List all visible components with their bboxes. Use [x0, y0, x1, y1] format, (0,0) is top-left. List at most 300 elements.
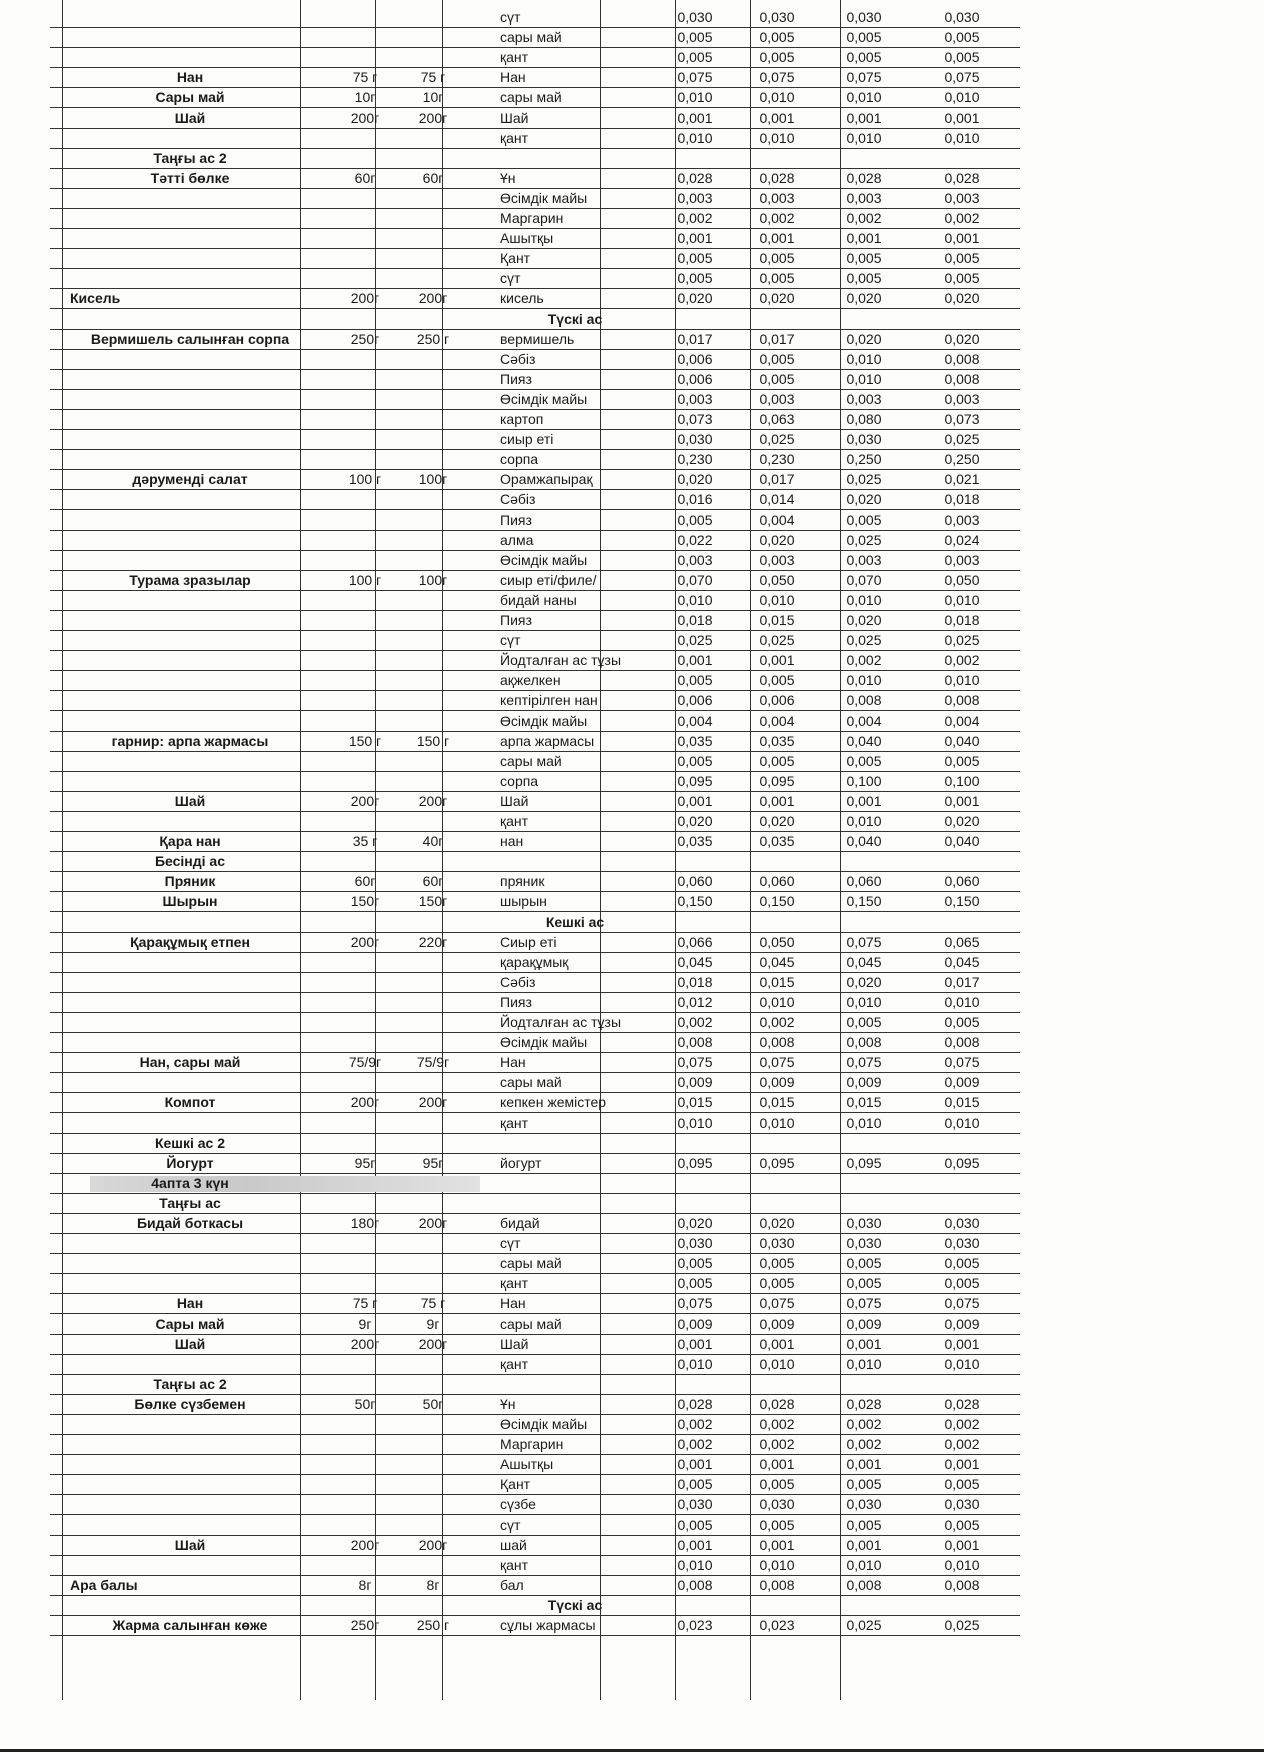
- quantity-cell: 0,005: [759, 672, 795, 689]
- portion-large: [400, 1073, 466, 1092]
- portion-large: [400, 953, 466, 972]
- dish-name: Жарма салынған көже: [112, 1617, 268, 1633]
- table-row: [50, 1013, 1020, 1033]
- dish-name: [50, 591, 330, 610]
- quantity-cell: 0,001: [846, 792, 882, 809]
- dish-name: Шай: [174, 792, 206, 809]
- table-row: [50, 1455, 1020, 1475]
- table-row: [50, 88, 1020, 108]
- dish-name: Вермишель салынған сорпа: [90, 330, 290, 347]
- table-row: [50, 1495, 1020, 1515]
- quantity-cell: 0,075: [677, 69, 713, 86]
- ingredient-name: Сиыр еті: [500, 933, 557, 950]
- quantity-cell: [737, 1375, 817, 1394]
- dish-name: Пряник: [164, 873, 216, 890]
- portion-small: 200г: [350, 1536, 380, 1553]
- portion-large: 200г: [418, 1094, 448, 1111]
- quantity-cell: 0,017: [677, 330, 713, 347]
- quantity-cell: 0,001: [944, 1536, 980, 1553]
- quantity-cell: 0,250: [846, 451, 882, 468]
- portion-small: 60г: [354, 873, 376, 890]
- ingredient-name: сүт: [500, 270, 521, 287]
- quantity-cell: 0,004: [759, 712, 795, 729]
- portion-large: 50г: [422, 1395, 444, 1412]
- quantity-cell: 0,005: [846, 29, 882, 46]
- dish-name: Қарақұмық етпен: [130, 933, 250, 950]
- portion-large: [400, 1415, 466, 1434]
- dish-name: [50, 1455, 330, 1474]
- portion-large: 200г: [418, 1536, 448, 1553]
- table-row: [50, 269, 1020, 289]
- table-row: [50, 1375, 1020, 1395]
- quantity-cell: [912, 1375, 1012, 1394]
- dish-name: Бидай боткасы: [136, 1215, 244, 1231]
- quantity-cell: 0,065: [944, 933, 980, 950]
- portion-large: 200г: [418, 1215, 448, 1231]
- quantity-cell: 0,001: [677, 230, 713, 247]
- quantity-cell: 0,001: [759, 1456, 795, 1473]
- menu-table: [50, 0, 1020, 1700]
- ingredient-name: алма: [500, 531, 534, 548]
- portion-small: [332, 1475, 398, 1494]
- portion-large: 200г: [418, 1335, 448, 1352]
- table-row: [50, 1234, 1020, 1254]
- table-row: [50, 229, 1020, 249]
- ingredient-name: Пияз: [500, 612, 532, 628]
- portion-small: [332, 1194, 398, 1213]
- quantity-cell: 0,001: [846, 1335, 882, 1352]
- portion-small: 95г: [354, 1154, 376, 1171]
- dish-name: Шай: [174, 1536, 206, 1553]
- ingredient-name: Сәбіз: [500, 491, 536, 508]
- quantity-cell: 0,002: [677, 210, 713, 226]
- portion-large: [400, 490, 466, 509]
- quantity-cell: 0,030: [944, 1496, 980, 1513]
- quantity-cell: 0,009: [846, 1315, 882, 1332]
- quantity-cell: 0,023: [677, 1617, 713, 1633]
- table-row: [50, 1214, 1020, 1234]
- quantity-cell: 0,001: [677, 1536, 713, 1553]
- quantity-cell: 0,002: [846, 652, 882, 669]
- table-row: [50, 350, 1020, 370]
- quantity-cell: 0,005: [759, 370, 795, 387]
- table-row: [50, 8, 1020, 28]
- dish-name: [50, 812, 330, 831]
- portion-small: 250г: [350, 1617, 380, 1633]
- quantity-cell: 0,070: [677, 571, 713, 588]
- table-row: [50, 1274, 1020, 1294]
- portion-small: [332, 531, 398, 550]
- portion-large: 100г: [418, 571, 448, 588]
- ingredient-name: Йодталған ас тұзы: [500, 652, 622, 669]
- quantity-cell: 0,001: [677, 1456, 713, 1473]
- quantity-cell: 0,005: [677, 752, 713, 769]
- ingredient-name: [498, 1174, 650, 1193]
- portion-small: [332, 249, 398, 268]
- quantity-cell: 0,010: [759, 1114, 795, 1131]
- ingredient-name: [498, 852, 650, 871]
- quantity-cell: 0,045: [846, 953, 882, 970]
- quantity-cell: 0,035: [759, 833, 795, 850]
- dish-name: Таңғы ас: [159, 1194, 221, 1211]
- quantity-cell: 0,015: [759, 612, 795, 628]
- quantity-cell: 0,003: [846, 189, 882, 206]
- portion-small: 200г: [350, 1335, 380, 1352]
- table-row: [50, 1475, 1020, 1495]
- quantity-cell: 0,009: [759, 1074, 795, 1091]
- quantity-cell: 0,010: [677, 591, 713, 608]
- portion-small: [332, 1435, 398, 1454]
- quantity-cell: 0,063: [759, 411, 795, 427]
- portion-large: [400, 450, 466, 469]
- portion-large: 250 г: [416, 1617, 450, 1633]
- ingredient-name: Сәбіз: [500, 350, 536, 367]
- quantity-cell: 0,028: [677, 169, 713, 186]
- quantity-cell: 0,001: [759, 792, 795, 809]
- quantity-cell: 0,003: [677, 390, 713, 407]
- quantity-cell: 0,010: [759, 129, 795, 146]
- dish-name: [50, 390, 330, 409]
- quantity-cell: 0,002: [759, 210, 795, 226]
- dish-name: [50, 1013, 330, 1032]
- quantity-cell: 0,005: [846, 49, 882, 66]
- ingredient-name: Өсімдік майы: [500, 1416, 588, 1432]
- table-row: [50, 712, 1020, 732]
- quantity-cell: 0,006: [677, 370, 713, 387]
- portion-small: [332, 1415, 398, 1434]
- ingredient-name: арпа жармасы: [500, 732, 595, 749]
- portion-large: [400, 1455, 466, 1474]
- quantity-cell: 0,040: [846, 732, 882, 749]
- dish-name: Кисель: [70, 290, 121, 307]
- quantity-cell: 0,035: [677, 833, 713, 850]
- dish-name: Нан: [176, 1295, 204, 1312]
- table-row: [50, 933, 1020, 953]
- quantity-cell: 0,073: [944, 411, 980, 427]
- dish-name: Компот: [164, 1094, 216, 1111]
- quantity-cell: 0,001: [944, 1335, 980, 1352]
- dish-name: [50, 269, 330, 288]
- quantity-cell: 0,008: [944, 1576, 980, 1593]
- quantity-cell: 0,002: [677, 1436, 713, 1453]
- portion-small: 100 г: [348, 571, 382, 588]
- table-row: [50, 1315, 1020, 1335]
- quantity-cell: 0,075: [759, 69, 795, 86]
- table-row: [50, 1033, 1020, 1053]
- quantity-cell: 0,004: [677, 712, 713, 729]
- portion-small: [332, 189, 398, 208]
- quantity-cell: 0,010: [759, 993, 795, 1010]
- quantity-cell: 0,010: [677, 1114, 713, 1131]
- quantity-cell: 0,010: [944, 89, 980, 106]
- dish-name: [50, 1435, 330, 1454]
- quantity-cell: 0,025: [759, 632, 795, 649]
- portion-small: 250г: [350, 330, 380, 347]
- dish-name: [50, 490, 330, 509]
- ingredient-name: Нан: [500, 69, 526, 86]
- table-row: [50, 249, 1020, 269]
- quantity-cell: 0,003: [759, 390, 795, 407]
- dish-name: [50, 691, 330, 710]
- quantity-cell: 0,005: [944, 1476, 980, 1493]
- quantity-cell: 0,095: [677, 1154, 713, 1171]
- quantity-cell: 0,004: [846, 712, 882, 729]
- quantity-cell: 0,001: [846, 1536, 882, 1553]
- portion-small: [332, 752, 398, 771]
- quantity-cell: 0,010: [846, 370, 882, 387]
- quantity-cell: 0,005: [677, 250, 713, 267]
- quantity-cell: 0,010: [677, 1355, 713, 1372]
- quantity-cell: 0,005: [759, 49, 795, 66]
- ingredient-name: қант: [500, 1556, 529, 1573]
- quantity-cell: 0,035: [759, 732, 795, 749]
- ingredient-name: йогурт: [500, 1154, 542, 1171]
- quantity-cell: 0,020: [759, 290, 795, 307]
- quantity-cell: 0,075: [846, 69, 882, 86]
- quantity-cell: 0,005: [677, 1476, 713, 1493]
- quantity-cell: 0,001: [677, 792, 713, 809]
- dish-name: Турама зразылар: [129, 571, 251, 588]
- quantity-cell: 0,010: [944, 1556, 980, 1573]
- portion-small: [332, 1355, 398, 1374]
- quantity-cell: 0,005: [944, 270, 980, 287]
- table-row: [50, 1254, 1020, 1274]
- ingredient-name: нан: [500, 833, 524, 850]
- quantity-cell: [655, 1375, 735, 1394]
- portion-small: [332, 1234, 398, 1253]
- quantity-cell: 0,020: [846, 973, 882, 990]
- dish-name: [50, 772, 330, 791]
- quantity-cell: 0,010: [846, 993, 882, 1010]
- ingredient-name: Маргарин: [500, 1436, 564, 1453]
- ingredient-name: Қант: [500, 1476, 531, 1493]
- quantity-cell: 0,045: [759, 953, 795, 970]
- quantity-cell: 0,001: [677, 652, 713, 669]
- quantity-cell: 0,005: [944, 250, 980, 267]
- table-row: [50, 129, 1020, 149]
- table-row: [50, 511, 1020, 531]
- table-row: [50, 390, 1020, 410]
- quantity-cell: 0,230: [677, 451, 713, 468]
- quantity-cell: 0,050: [759, 571, 795, 588]
- ingredient-name: Шай: [500, 109, 529, 126]
- portion-large: [400, 651, 466, 670]
- quantity-cell: 0,010: [944, 993, 980, 1010]
- quantity-cell: 0,005: [846, 270, 882, 287]
- ingredient-name: сиыр еті/филе/: [500, 571, 597, 588]
- portion-small: [332, 390, 398, 409]
- dish-name: [50, 1254, 330, 1273]
- table-row: [50, 1516, 1020, 1536]
- portion-large: [400, 410, 466, 429]
- quantity-cell: 0,005: [759, 350, 795, 367]
- quantity-cell: [820, 1174, 908, 1193]
- portion-large: [400, 1435, 466, 1454]
- quantity-cell: 0,002: [944, 652, 980, 669]
- quantity-cell: 0,005: [759, 29, 795, 46]
- quantity-cell: 0,002: [846, 210, 882, 226]
- quantity-cell: 0,002: [677, 1014, 713, 1030]
- quantity-cell: 0,005: [944, 752, 980, 769]
- quantity-cell: 0,020: [759, 813, 795, 829]
- table-row: [50, 169, 1020, 189]
- table-row: [50, 892, 1020, 912]
- quantity-cell: 0,012: [677, 993, 713, 1010]
- portion-large: [400, 269, 466, 288]
- dish-name: Бөлке сүзбемен: [134, 1395, 246, 1412]
- ingredient-name: кепкен жемістер: [500, 1094, 607, 1111]
- portion-small: 200г: [350, 792, 380, 809]
- ingredient-name: картоп: [500, 411, 544, 427]
- portion-small: 10г: [354, 89, 376, 106]
- quantity-cell: 0,001: [677, 1335, 713, 1352]
- quantity-cell: 0,002: [846, 1416, 882, 1432]
- portion-large: [400, 712, 466, 731]
- dish-name: гарнир: арпа жармасы: [111, 732, 269, 749]
- table-row: [50, 68, 1020, 88]
- quantity-cell: [655, 149, 735, 168]
- portion-large: 95г: [422, 1154, 444, 1171]
- quantity-cell: 0,005: [677, 270, 713, 287]
- dish-name: Кешкі ас 2: [154, 1134, 226, 1151]
- dish-name: [50, 350, 330, 369]
- portion-large: [400, 551, 466, 570]
- portion-large: 75 г: [420, 1295, 446, 1312]
- quantity-cell: 0,008: [846, 692, 882, 709]
- quantity-cell: [655, 1194, 735, 1213]
- quantity-cell: 0,030: [944, 1215, 980, 1231]
- portion-large: [400, 1134, 466, 1153]
- quantity-cell: 0,005: [677, 1516, 713, 1533]
- quantity-cell: 0,025: [846, 531, 882, 548]
- quantity-cell: 0,023: [759, 1617, 795, 1633]
- quantity-cell: [912, 1174, 1012, 1193]
- dish-name: [50, 973, 330, 992]
- quantity-cell: 0,060: [759, 873, 795, 890]
- quantity-cell: 0,100: [944, 772, 980, 789]
- portion-small: [332, 551, 398, 570]
- quantity-cell: 0,010: [944, 1355, 980, 1372]
- portion-small: 75/9г: [348, 1054, 382, 1071]
- portion-small: 50г: [354, 1395, 376, 1412]
- section-heading: Кешкі ас: [545, 913, 605, 930]
- table-row: [50, 1134, 1020, 1154]
- quantity-cell: 0,020: [944, 330, 980, 347]
- quantity-cell: 0,010: [759, 591, 795, 608]
- quantity-cell: 0,024: [944, 531, 980, 548]
- ingredient-name: сорпа: [500, 451, 539, 468]
- table-row: [50, 631, 1020, 651]
- section-heading: Түскі ас: [547, 1596, 603, 1613]
- table-row: [50, 1335, 1020, 1355]
- quantity-cell: 0,005: [846, 1516, 882, 1533]
- quantity-cell: 0,075: [944, 1295, 980, 1312]
- quantity-cell: 0,070: [846, 571, 882, 588]
- portion-large: [400, 1274, 466, 1293]
- ingredient-name: Пияз: [500, 993, 532, 1010]
- ingredient-name: вермишель: [500, 330, 575, 347]
- portion-small: [332, 1375, 398, 1394]
- ingredient-name: қант: [500, 129, 529, 146]
- ingredient-name: бал: [500, 1576, 524, 1593]
- ingredient-name: сары май: [500, 1255, 562, 1272]
- quantity-cell: 0,008: [759, 1576, 795, 1593]
- table-row: [50, 812, 1020, 832]
- portion-large: [400, 1556, 466, 1575]
- quantity-cell: 0,005: [759, 1516, 795, 1533]
- quantity-cell: 0,005: [759, 250, 795, 267]
- quantity-cell: 0,075: [846, 1295, 882, 1312]
- quantity-cell: 0,010: [846, 813, 882, 829]
- quantity-cell: [737, 149, 817, 168]
- portion-small: 75 г: [352, 69, 378, 86]
- ingredient-name: сүт: [500, 1235, 521, 1252]
- portion-small: [332, 953, 398, 972]
- quantity-cell: 0,008: [944, 370, 980, 387]
- dish-name: [50, 1415, 330, 1434]
- quantity-cell: 0,010: [846, 1556, 882, 1573]
- quantity-cell: 0,075: [944, 1054, 980, 1071]
- section-row: [50, 310, 1020, 330]
- quantity-cell: 0,030: [846, 431, 882, 448]
- quantity-cell: 0,005: [846, 1255, 882, 1272]
- dish-name: [50, 129, 330, 148]
- dish-name: [50, 551, 330, 570]
- quantity-cell: 0,028: [759, 1395, 795, 1412]
- quantity-cell: 0,060: [944, 873, 980, 890]
- quantity-cell: 0,001: [759, 1335, 795, 1352]
- portion-large: [400, 1013, 466, 1032]
- portion-large: [400, 1516, 466, 1535]
- dish-name: [50, 28, 330, 47]
- table-row: [50, 470, 1020, 490]
- portion-small: [332, 1274, 398, 1293]
- ingredient-name: Өсімдік майы: [500, 1034, 588, 1051]
- quantity-cell: 0,003: [677, 189, 713, 206]
- portion-large: [400, 48, 466, 67]
- portion-large: 9г: [426, 1315, 440, 1332]
- portion-large: 200г: [418, 290, 448, 307]
- portion-small: [332, 671, 398, 690]
- quantity-cell: 0,006: [677, 692, 713, 709]
- quantity-cell: 0,022: [677, 531, 713, 548]
- table-row: [50, 671, 1020, 691]
- portion-small: [332, 1254, 398, 1273]
- quantity-cell: 0,015: [677, 1094, 713, 1111]
- quantity-cell: 0,020: [677, 290, 713, 307]
- quantity-cell: 0,095: [846, 1154, 882, 1171]
- ingredient-name: сүт: [500, 9, 521, 25]
- portion-small: [332, 712, 398, 731]
- portion-small: [332, 651, 398, 670]
- portion-large: [400, 671, 466, 690]
- portion-small: [332, 1516, 398, 1535]
- quantity-cell: 0,003: [677, 551, 713, 568]
- portion-small: [332, 28, 398, 47]
- quantity-cell: 0,008: [759, 1034, 795, 1051]
- dish-name: [50, 611, 330, 630]
- table-row: [50, 1294, 1020, 1314]
- quantity-cell: 0,001: [759, 109, 795, 126]
- quantity-cell: 0,100: [846, 772, 882, 789]
- ingredient-name: Өсімдік майы: [500, 712, 588, 729]
- portion-small: [332, 1455, 398, 1474]
- ingredient-name: кептірілген нан: [500, 692, 598, 709]
- dish-name: Шай: [174, 1335, 206, 1352]
- portion-small: 150 г: [348, 732, 382, 749]
- portion-large: 40г: [422, 833, 444, 850]
- table-row: [50, 1114, 1020, 1134]
